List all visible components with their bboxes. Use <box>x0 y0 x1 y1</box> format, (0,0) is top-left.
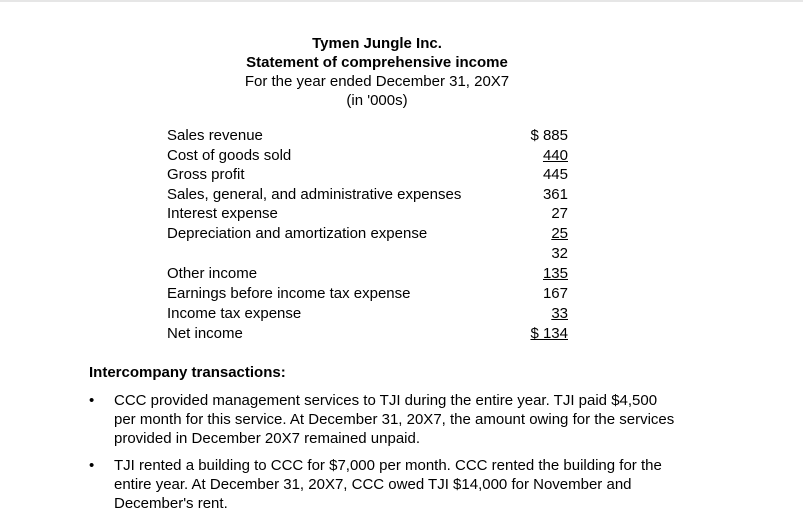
statement-row-cost-of-goods-sold <box>167 147 587 166</box>
amount-sga-expenses: 361 <box>542 186 568 203</box>
row-label: Other income <box>167 265 258 282</box>
statement-row-sales-revenue <box>167 127 587 146</box>
statement-row-sga-expenses <box>167 186 587 205</box>
row-label: Income tax expense <box>167 305 302 322</box>
statement-period: For the year ended December 31, 20X7 <box>244 73 510 90</box>
bullet-line: TJI rented a building to CCC for $7,000 per month. CCC rented the building for the <box>114 457 662 474</box>
amount-ebt: 167 <box>542 285 568 302</box>
bullet-icon: • <box>89 392 95 409</box>
statement-row-gross-profit <box>167 166 587 185</box>
statement-row-income-tax <box>167 305 587 324</box>
statement-row-depreciation <box>167 225 587 244</box>
bullet-line: CCC provided management services to TJI during the entire year. TJI paid $4,500 <box>114 392 658 409</box>
row-label: Cost of goods sold <box>167 147 292 164</box>
amount-interest-expense: 27 <box>551 205 568 222</box>
company-name: Tymen Jungle Inc. <box>312 35 442 52</box>
statement-row-ebt <box>167 285 587 304</box>
row-label: Interest expense <box>167 205 278 222</box>
statement-units: (in '000s) <box>346 92 408 109</box>
statement-header <box>227 34 527 110</box>
row-label: Sales, general, and administrative expenses <box>167 186 462 203</box>
amount-income-tax: 33 <box>551 305 568 322</box>
statement-row-other-income <box>167 265 587 284</box>
amount-operating-subtotal: 32 <box>551 245 568 262</box>
amount-depreciation: 25 <box>551 225 568 242</box>
bullet-text <box>114 391 714 448</box>
amount-cost-of-goods-sold: 440 <box>542 147 568 164</box>
statement-row-net-income <box>167 325 587 344</box>
amount-net-income: $ 134 <box>530 325 568 342</box>
amount-gross-profit: 445 <box>542 166 568 183</box>
amount-sales-revenue: $ 885 <box>530 127 568 144</box>
top-border <box>0 0 803 2</box>
bullet-line: provided in December 20X7 remained unpaid. <box>114 430 421 447</box>
statement-title: Statement of comprehensive income <box>246 54 508 71</box>
bullet-line: entire year. At December 31, 20X7, CCC owed TJI $14,000 for November and <box>114 476 632 493</box>
statement-row-interest-expense <box>167 205 587 224</box>
bullet-line: per month for this service. At December 31, 20X7, the amount owing for the services <box>114 411 675 428</box>
row-label: Net income <box>167 325 243 342</box>
bullet-icon: • <box>89 457 95 474</box>
amount-other-income: 135 <box>542 265 568 282</box>
intercompany-title: Intercompany transactions: <box>89 364 286 381</box>
bullet-line: December's rent. <box>114 495 228 512</box>
row-label: Earnings before income tax expense <box>167 285 411 302</box>
row-label: Depreciation and amortization expense <box>167 225 428 242</box>
row-label: Gross profit <box>167 166 245 183</box>
bullet-text <box>114 456 714 513</box>
row-label: Sales revenue <box>167 127 263 144</box>
